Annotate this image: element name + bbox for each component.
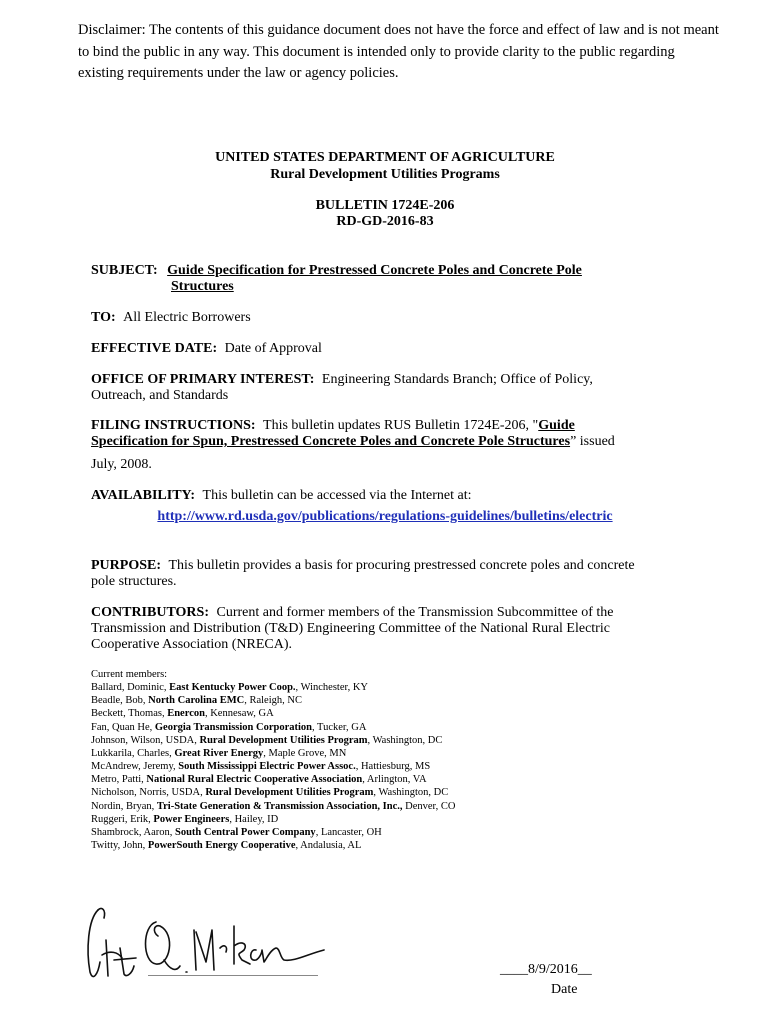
- disclaimer-line: to bind the public in any way. This document is intended only to provide clarity to the public regarding: [78, 43, 675, 60]
- subject-label: SUBJECT:: [91, 263, 158, 278]
- filing-referenced-title: Guide: [538, 418, 575, 433]
- availability-label: AVAILABILITY:: [91, 488, 196, 503]
- member-row: Beckett, Thomas, Enercon, Kennesaw, GA: [91, 708, 274, 720]
- contributors-text-cont: Cooperative Association (NRECA).: [91, 637, 293, 652]
- date-label: Date: [551, 982, 578, 997]
- purpose-text-cont: pole structures.: [91, 574, 177, 589]
- filing-line-2: [91, 434, 615, 451]
- filing-issued-text: ” issued: [570, 434, 615, 449]
- disclaimer-line: existing requirements under the law or agency policies.: [78, 65, 399, 81]
- member-row: Nordin, Bryan, Tri-State Generation & Transmission Association, Inc., Denver, CO: [91, 800, 456, 812]
- disclaimer: [78, 20, 719, 85]
- filing-date: July, 2008.: [91, 457, 152, 472]
- filing-text: This bulletin updates RUS Bulletin 1724E-206, ": [263, 418, 539, 433]
- members-list: [91, 668, 455, 852]
- purpose-section: [91, 558, 635, 575]
- filing-label: FILING INSTRUCTIONS:: [91, 418, 256, 433]
- office-value: Engineering Standards Branch; Office of Policy,: [321, 372, 593, 387]
- purpose-label: PURPOSE:: [91, 558, 161, 573]
- filing-referenced-title-cont: Specification for Spun, Prestressed Concrete Poles and Concrete Pole Structures: [91, 434, 571, 449]
- to-label: TO:: [91, 310, 116, 325]
- contributors-text: Current and former members of the Transmission Subcommittee of the: [216, 605, 614, 620]
- to-section: [91, 310, 251, 327]
- filing-section: [91, 418, 575, 435]
- office-label: OFFICE OF PRIMARY INTEREST:: [91, 372, 315, 387]
- effective-date-value: Date of Approval: [224, 341, 322, 356]
- subject-title: Guide Specification for Prestressed Concrete Poles and Concrete Pole: [167, 263, 582, 278]
- contributors-label: CONTRIBUTORS:: [91, 605, 209, 620]
- member-row: Nicholson, Norris, USDA, Rural Development Utilities Program, Washington, DC: [91, 787, 449, 799]
- signature-line: [148, 975, 318, 976]
- handwritten-signature: [84, 900, 334, 990]
- member-row: McAndrew, Jeremy, South Mississippi Electric Power Assoc., Hattiesburg, MS: [91, 761, 431, 773]
- subject-title-cont: Structures: [171, 279, 234, 294]
- member-row: Shambrock, Aaron, South Central Power Company, Lancaster, OH: [91, 826, 382, 838]
- members-heading: Current members:: [91, 669, 168, 680]
- program-heading: Rural Development Utilities Programs: [270, 167, 500, 182]
- guidance-id: RD-GD-2016-83: [336, 214, 434, 229]
- member-row: Lukkarila, Charles, Great River Energy, Maple Grove, MN: [91, 747, 347, 759]
- member-row: Beadle, Bob, North Carolina EMC, Raleigh, NC: [91, 695, 302, 707]
- purpose-text: This bulletin provides a basis for procuring prestressed concrete poles and concrete: [168, 558, 635, 573]
- availability-section: [91, 488, 472, 505]
- effective-date-label: EFFECTIVE DATE:: [91, 341, 218, 356]
- availability-text: This bulletin can be accessed via the Internet at:: [202, 488, 472, 503]
- subject-section: [91, 263, 582, 280]
- member-row: Ruggeri, Erik, Power Engineers, Hailey, ID: [91, 813, 279, 825]
- member-row: Metro, Patti, National Rural Electric Cooperative Association, Arlington, VA: [91, 774, 427, 786]
- contributors-section: [91, 605, 614, 622]
- bulletin-number: BULLETIN 1724E-206: [315, 198, 455, 213]
- member-row: Fan, Quan He, Georgia Transmission Corporation, Tucker, GA: [91, 721, 367, 733]
- approval-date: ____8/9/2016__: [500, 962, 592, 977]
- office-value-cont: Outreach, and Standards: [91, 388, 229, 403]
- bulletins-link[interactable]: http://www.rd.usda.gov/publications/regulations-guidelines/bulletins/electric: [157, 509, 613, 524]
- member-row: Johnson, Wilson, USDA, Rural Development Utilities Program, Washington, DC: [91, 734, 443, 746]
- member-row: Twitty, John, PowerSouth Energy Cooperative, Andalusia, AL: [91, 840, 362, 852]
- effective-date-section: [91, 341, 322, 358]
- member-row: Ballard, Dominic, East Kentucky Power Coop., Winchester, KY: [91, 682, 368, 694]
- disclaimer-line: Disclaimer: The contents of this guidance document does not have the force and effect of law and is not meant: [78, 22, 719, 38]
- agency-heading: UNITED STATES DEPARTMENT OF AGRICULTURE: [215, 150, 555, 165]
- contributors-text-cont: Transmission and Distribution (T&D) Engineering Committee of the National Rural Electric: [91, 621, 610, 636]
- office-section: [91, 372, 593, 389]
- to-value: All Electric Borrowers: [123, 310, 251, 325]
